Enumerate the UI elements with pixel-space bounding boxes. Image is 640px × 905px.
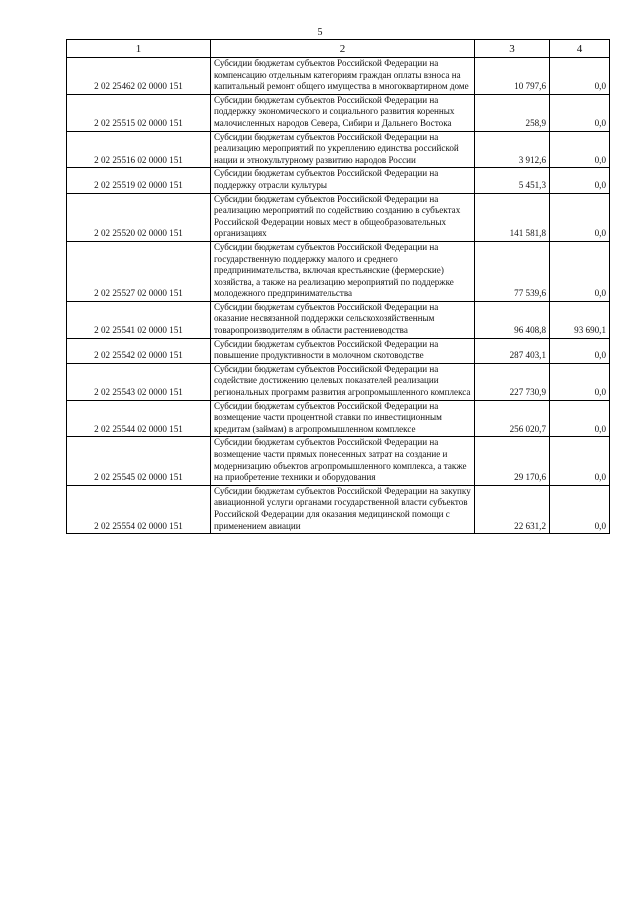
table-row <box>67 400 610 437</box>
description-cell: Субсидии бюджетам субъектов Российской Федерации на содействие достижению целевых показателей реализации региональных программ развития агропромышленного комплекса <box>211 363 475 400</box>
amount-cell: 10 797,6 <box>475 58 550 95</box>
amount-cell: 96 408,8 <box>475 301 550 338</box>
column-header-amount-2: 4 <box>550 40 610 58</box>
description-cell: Субсидии бюджетам субъектов Российской Федерации на поддержку экономического и социального развития коренных малочисленных народов Севера, Сибири и Дальнего Востока <box>211 94 475 131</box>
column-header-description: 2 <box>211 40 475 58</box>
column-header-amount: 3 <box>475 40 550 58</box>
description-cell: Субсидии бюджетам субъектов Российской Федерации на оказание несвязанной поддержки сельскохозяйственным товаропроизводителям в области растениеводства <box>211 301 475 338</box>
table-row <box>67 301 610 338</box>
budget-code-cell: 2 02 25554 02 0000 151 <box>67 485 211 533</box>
budget-code-cell: 2 02 25462 02 0000 151 <box>67 58 211 95</box>
amount-2-cell: 93 690,1 <box>550 301 610 338</box>
description-cell: Субсидии бюджетам субъектов Российской Федерации на реализацию мероприятий по укреплению единства российской нации и этнокультурному развитию народов России <box>211 131 475 168</box>
amount-2-cell: 0,0 <box>550 241 610 301</box>
amount-cell: 258,9 <box>475 94 550 131</box>
description-cell: Субсидии бюджетам субъектов Российской Федерации на закупку авиационной услуги органами государственной власти субъектов Российской Федерации для оказания медицинской помощи с применением авиации <box>211 485 475 533</box>
amount-2-cell: 0,0 <box>550 400 610 437</box>
amount-2-cell: 0,0 <box>550 58 610 95</box>
budget-code-cell: 2 02 25542 02 0000 151 <box>67 338 211 363</box>
table-row <box>67 338 610 363</box>
amount-2-cell: 0,0 <box>550 363 610 400</box>
description-cell: Субсидии бюджетам субъектов Российской Федерации на государственную поддержку малого и среднего предпринимательства, включая крестьянские (фермерские) хозяйства, а также на реализацию мероприятий по поддержке молодежного предпринимательства <box>211 241 475 301</box>
amount-cell: 5 451,3 <box>475 168 550 193</box>
header-row <box>67 40 610 58</box>
amount-2-cell: 0,0 <box>550 94 610 131</box>
amount-2-cell: 0,0 <box>550 437 610 485</box>
budget-code-cell: 2 02 25520 02 0000 151 <box>67 193 211 241</box>
amount-2-cell: 0,0 <box>550 193 610 241</box>
budget-code-cell: 2 02 25515 02 0000 151 <box>67 94 211 131</box>
budget-table <box>66 39 610 534</box>
amount-2-cell: 0,0 <box>550 168 610 193</box>
table-row <box>67 241 610 301</box>
budget-code-cell: 2 02 25519 02 0000 151 <box>67 168 211 193</box>
amount-2-cell: 0,0 <box>550 485 610 533</box>
table-row <box>67 485 610 533</box>
amount-2-cell: 0,0 <box>550 131 610 168</box>
budget-code-cell: 2 02 25516 02 0000 151 <box>67 131 211 168</box>
amount-cell: 29 170,6 <box>475 437 550 485</box>
table-row <box>67 168 610 193</box>
description-cell: Субсидии бюджетам субъектов Российской Федерации на возмещение части процентной ставки по инвестиционным кредитам (займам) в агропромышленном комплексе <box>211 400 475 437</box>
amount-cell: 256 020,7 <box>475 400 550 437</box>
amount-2-cell: 0,0 <box>550 338 610 363</box>
budget-code-cell: 2 02 25541 02 0000 151 <box>67 301 211 338</box>
table-row <box>67 363 610 400</box>
amount-cell: 3 912,6 <box>475 131 550 168</box>
budget-code-cell: 2 02 25543 02 0000 151 <box>67 363 211 400</box>
table-row <box>67 58 610 95</box>
column-header-code: 1 <box>67 40 211 58</box>
budget-code-cell: 2 02 25545 02 0000 151 <box>67 437 211 485</box>
budget-code-cell: 2 02 25544 02 0000 151 <box>67 400 211 437</box>
page-number: 5 <box>317 27 323 38</box>
amount-cell: 22 631,2 <box>475 485 550 533</box>
table-row <box>67 437 610 485</box>
description-cell: Субсидии бюджетам субъектов Российской Федерации на возмещение части прямых понесенных затрат на создание и модернизацию объектов агропромышленного комплекса, а также на приобретение техники и оборудования <box>211 437 475 485</box>
amount-cell: 141 581,8 <box>475 193 550 241</box>
amount-cell: 227 730,9 <box>475 363 550 400</box>
description-cell: Субсидии бюджетам субъектов Российской Федерации на компенсацию отдельным категориям граждан оплаты взноса на капитальный ремонт общего имущества в многоквартирном доме <box>211 58 475 95</box>
table-row <box>67 193 610 241</box>
description-cell: Субсидии бюджетам субъектов Российской Федерации на поддержку отрасли культуры <box>211 168 475 193</box>
table-row <box>67 94 610 131</box>
amount-cell: 77 539,6 <box>475 241 550 301</box>
amount-cell: 287 403,1 <box>475 338 550 363</box>
description-cell: Субсидии бюджетам субъектов Российской Федерации на повышение продуктивности в молочном скотоводстве <box>211 338 475 363</box>
table-row <box>67 131 610 168</box>
budget-code-cell: 2 02 25527 02 0000 151 <box>67 241 211 301</box>
description-cell: Субсидии бюджетам субъектов Российской Федерации на реализацию мероприятий по содействию созданию в субъектах Российской Федерации новых мест в общеобразовательных организациях <box>211 193 475 241</box>
